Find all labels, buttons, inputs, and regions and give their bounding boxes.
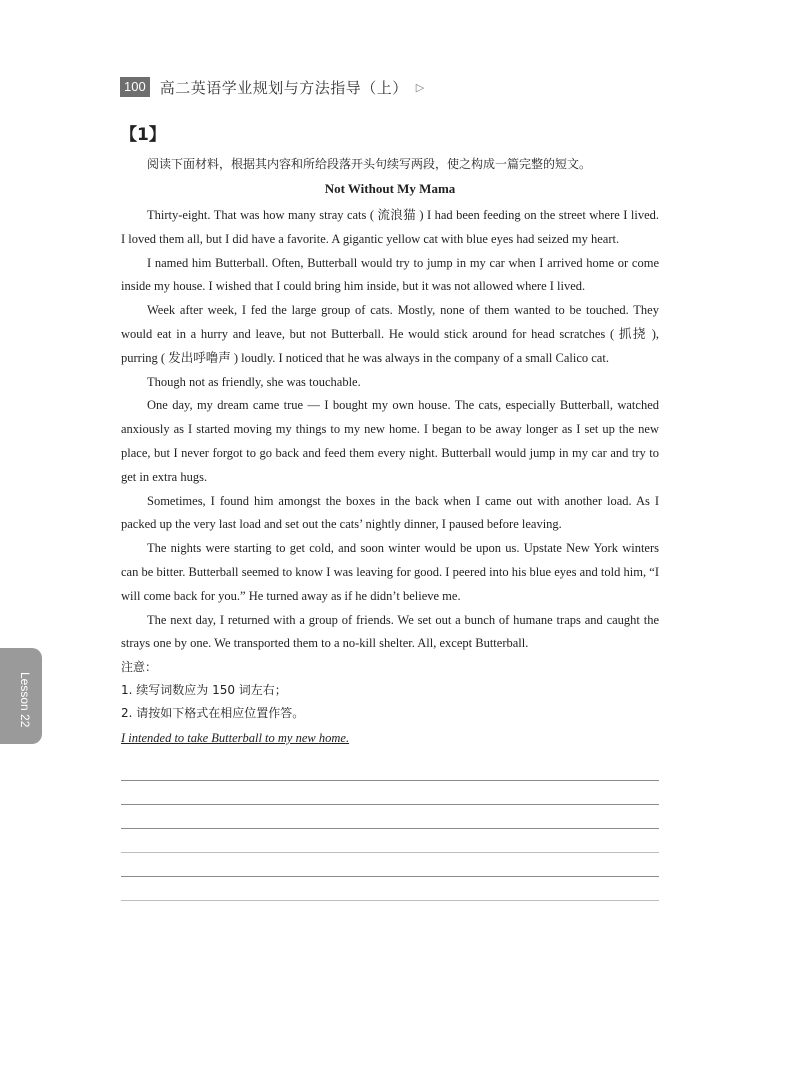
answer-lines <box>121 757 659 901</box>
story-paragraph: One day, my dream came true — I bought my own house. The cats, especially Butterball, watched anxiously as I started moving my things to my new home. I began to be away longer as I set up the new place, but I never forgot to go back and feed them every night. Butterball would jump in my car and try to get in extra hugs. <box>121 398 659 484</box>
exercise-content <box>121 154 659 901</box>
answer-line[interactable] <box>121 853 659 877</box>
answer-line[interactable] <box>121 757 659 781</box>
story-paragraph: Thirty-eight. That was how many stray cats ( 流浪猫 ) I had been feeding on the street where I lived. I loved them all, but I did have a favorite. A gigantic yellow cat with blue eyes had seized my heart. <box>121 208 659 246</box>
play-icon: ▷ <box>415 81 425 94</box>
paragraph-start-sentence: I intended to take Butterball to my new home. <box>121 731 350 746</box>
answer-line[interactable] <box>121 781 659 805</box>
story-title: Not Without My Mama <box>324 181 456 196</box>
notes-heading: 注意： <box>121 660 158 675</box>
page-number: 100 <box>120 77 150 97</box>
note-item: 1. 续写词数应为 150 词左右； <box>121 683 287 698</box>
note-item: 2. 请按如下格式在相应位置作答。 <box>121 706 305 721</box>
book-title: 高二英语学业规划与方法指导（上） <box>159 78 408 97</box>
story-paragraph: Though not as friendly, she was touchable. <box>147 374 361 389</box>
section-number: 【1】 <box>120 125 166 145</box>
story-paragraph: The next day, I returned with a group of friends. We set out a bunch of humane traps and caught the strays one by one. We transported them to a no-kill shelter. All, except Butterball. <box>121 612 659 651</box>
instruction-text: 阅读下面材料，根据其内容和所给段落开头句续写两段，使之构成一篇完整的短文。 <box>147 157 592 171</box>
page-header <box>120 76 424 98</box>
story-paragraph: Week after week, I fed the large group of cats. Mostly, none of them wanted to be touched. They would eat in a hurry and leave, but not Butterball. He would stick around for head scratches ( 抓挠 ), purring ( 发出呼噜声 ) loudly. I noticed that he was always in the company of a small Calico cat. <box>121 303 659 365</box>
story-paragraph: Sometimes, I found him amongst the boxes in the back when I came out with another load. As I packed up the very last load and set out the cats’ nightly dinner, I paused before leaving. <box>121 493 659 532</box>
lesson-tab-label: Lesson 22 <box>18 672 32 728</box>
story-paragraph: The nights were starting to get cold, and soon winter would be upon us. Upstate New York winters can be bitter. Butterball seemed to know I was leaving for good. I peered into his blue eyes and told him, “I will come back for you.” He turned away as if he didn’t believe me. <box>121 541 659 603</box>
answer-line[interactable] <box>121 805 659 829</box>
story-paragraph: I named him Butterball. Often, Butterball would try to jump in my car when I arrived home or come inside my house. I wished that I could bring him inside, but it was not allowed where I lived. <box>121 255 659 294</box>
answer-line[interactable] <box>121 829 659 853</box>
answer-line[interactable] <box>121 877 659 901</box>
